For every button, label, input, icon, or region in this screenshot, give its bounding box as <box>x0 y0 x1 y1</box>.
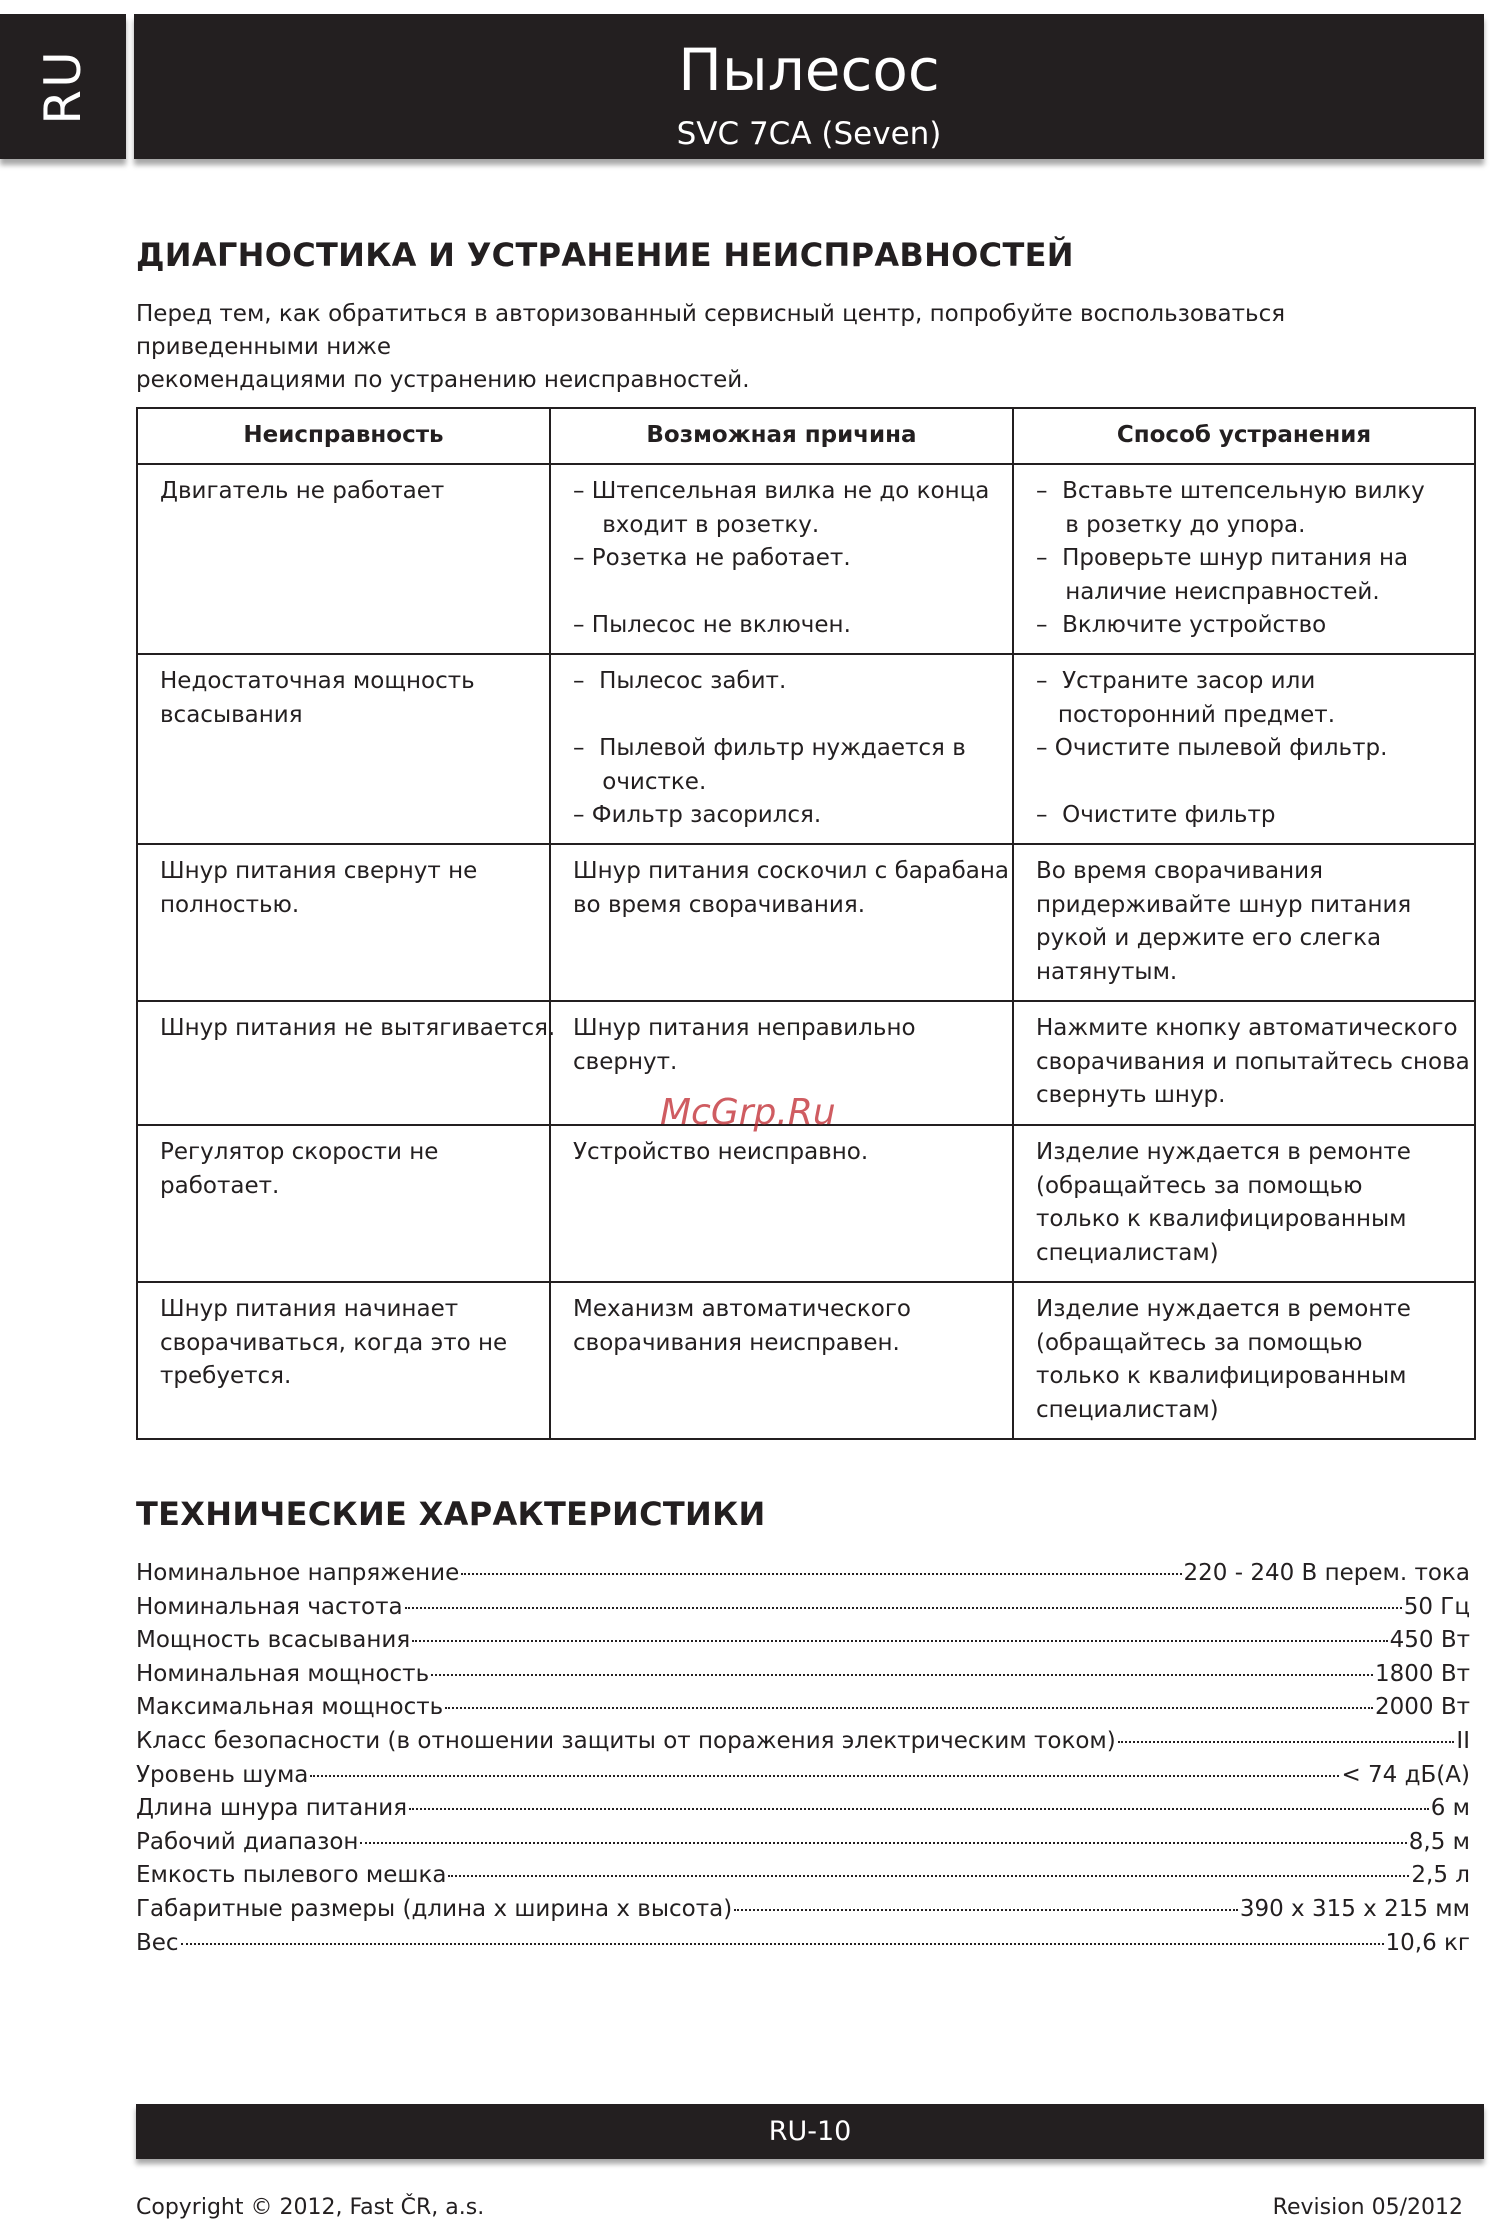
spec-label: Рабочий диапазон <box>136 1828 359 1855</box>
cause-line: – Пылесос не включен. <box>573 612 851 638</box>
cause-line <box>573 699 998 733</box>
cause-line: Шнур питания соскочил с барабана <box>573 858 1009 884</box>
solution-line: – Проверьте шнур питания на <box>1036 545 1409 571</box>
dot-leader <box>360 1819 1406 1844</box>
revision: Revision 05/2012 <box>1272 2195 1463 2220</box>
cause-line: свернут. <box>573 1048 678 1075</box>
solution-line: натянутым. <box>1036 958 1178 985</box>
intro-line-2: рекомендациями по устранению неисправностей. <box>136 367 750 393</box>
spec-value: 390 x 315 x 215 мм <box>1239 1895 1470 1922</box>
solution-line: – Устраните засор или <box>1036 668 1316 694</box>
spec-row <box>136 1925 1470 1959</box>
solution-line: (обращайтесь за помощью <box>1036 1172 1363 1199</box>
intro-block <box>136 298 1472 397</box>
dot-leader <box>734 1886 1238 1911</box>
spec-value: 10,6 кг <box>1385 1929 1470 1956</box>
table-row <box>137 1282 1475 1439</box>
spec-label: Емкость пылевого мешка <box>136 1862 447 1889</box>
solution-line: – Очистите фильтр <box>1036 802 1276 828</box>
solution-line: Изделие нуждается в ремонте <box>1036 1296 1411 1322</box>
problem-line: Шнур питания начинает <box>160 1296 459 1322</box>
cause-line: – Пылесос забит. <box>573 668 787 694</box>
problem-line: всасывания <box>160 701 303 728</box>
copyright: Copyright © 2012, Fast ČR, a.s. <box>136 2195 485 2220</box>
problem-line: Шнур питания свернут не <box>160 858 478 884</box>
cell-cause <box>550 844 1013 1001</box>
dot-leader <box>409 1785 1429 1810</box>
spec-value: 2000 Вт <box>1374 1694 1470 1721</box>
column-header-solution: Способ устранения <box>1013 408 1475 464</box>
cell-cause <box>550 654 1013 844</box>
spec-label: Номинальное напряжение <box>136 1560 460 1586</box>
cell-solution <box>1013 1001 1475 1125</box>
solution-line: (обращайтесь за помощью <box>1036 1329 1363 1356</box>
specs-section <box>136 1495 1472 1533</box>
cause-line: Устройство неисправно. <box>573 1139 869 1165</box>
cause-line: – Штепсельная вилка не до конца <box>573 478 990 504</box>
cell-cause <box>550 1282 1013 1439</box>
spec-value: 50 Гц <box>1403 1593 1470 1620</box>
table-row <box>137 464 1475 654</box>
column-header-cause: Возможная причина <box>550 408 1013 464</box>
spec-value: < 74 дБ(А) <box>1341 1761 1470 1788</box>
spec-value: 8,5 м <box>1408 1828 1470 1855</box>
solution-line: – Очистите пылевой фильтр. <box>1036 735 1388 761</box>
spec-label: Максимальная мощность <box>136 1694 444 1721</box>
spec-label: Уровень шума <box>136 1761 309 1788</box>
table-row <box>137 654 1475 844</box>
cause-line <box>573 576 998 610</box>
language-label: RU <box>34 48 92 125</box>
problem-line: работает. <box>160 1172 280 1199</box>
solution-line: Во время сворачивания <box>1036 858 1323 884</box>
solution-line: специалистам) <box>1036 1396 1219 1423</box>
dot-leader <box>405 1584 1402 1609</box>
dot-leader <box>412 1617 1387 1642</box>
spec-label: Класс безопасности (в отношении защиты от поражения электрическим током) <box>136 1727 1116 1754</box>
solution-line: в розетку до упора. <box>1036 511 1306 538</box>
cell-solution <box>1013 654 1475 844</box>
watermark: McGrp.Ru <box>660 1092 836 1133</box>
solution-line: Нажмите кнопку автоматического <box>1036 1015 1458 1041</box>
cell-solution <box>1013 1125 1475 1282</box>
problem-line: полностью. <box>160 891 300 918</box>
dot-leader <box>181 1920 1384 1945</box>
page-title: Пылесос <box>678 36 940 104</box>
cause-line: – Фильтр засорился. <box>573 802 822 828</box>
solution-line: только к квалифицированным <box>1036 1206 1407 1232</box>
cell-problem <box>137 1282 550 1439</box>
intro-line-1: Перед тем, как обратиться в авторизованный сервисный центр, попробуйте воспользоваться приведенными ниже <box>136 301 1286 360</box>
solution-line: Изделие нуждается в ремонте <box>1036 1139 1411 1165</box>
cell-problem <box>137 844 550 1001</box>
header-bar <box>134 14 1484 159</box>
problem-line: Шнур питания не вытягивается. <box>160 1015 556 1041</box>
cell-problem <box>137 654 550 844</box>
dot-leader <box>431 1651 1373 1676</box>
troubleshooting-table <box>136 407 1476 1440</box>
problem-line: требуется. <box>160 1363 292 1389</box>
cause-line: Шнур питания неправильно <box>573 1015 916 1041</box>
dot-leader <box>310 1752 1339 1777</box>
cause-line: Механизм автоматического <box>573 1296 911 1322</box>
solution-line: сворачивания и попытайтесь снова <box>1036 1048 1470 1075</box>
cell-problem <box>137 1001 556 1125</box>
model-subtitle: SVC 7CA (Seven) <box>676 116 942 152</box>
solution-line: наличие неисправностей. <box>1036 578 1380 605</box>
dot-leader <box>461 1550 1181 1575</box>
problem-line: Регулятор скорости не <box>160 1139 439 1165</box>
spec-value: 6 м <box>1430 1795 1470 1822</box>
spec-label: Длина шнура питания <box>136 1795 408 1822</box>
table-header-row <box>137 408 1475 464</box>
dot-leader <box>448 1852 1409 1877</box>
solution-line: рукой и держите его слегка <box>1036 925 1382 951</box>
spec-value: 450 Вт <box>1389 1627 1470 1654</box>
troubleshooting-heading: ДИАГНОСТИКА И УСТРАНЕНИЕ НЕИСПРАВНОСТЕЙ <box>136 236 1074 274</box>
problem-line: сворачиваться, когда это не <box>160 1329 508 1356</box>
language-tab <box>0 14 126 159</box>
cell-cause <box>550 1125 1013 1282</box>
troubleshooting-section <box>136 236 1472 274</box>
cell-solution <box>1013 1282 1475 1439</box>
cause-line: во время сворачивания. <box>573 891 866 918</box>
table-row <box>137 1125 1475 1282</box>
cell-cause <box>550 464 1013 654</box>
cause-line: – Пылевой фильтр нуждается в <box>573 735 966 761</box>
dot-leader <box>1118 1718 1455 1743</box>
problem-line: Недостаточная мощность <box>160 668 475 694</box>
solution-line: – Включите устройство <box>1036 612 1327 638</box>
spec-value: 1800 Вт <box>1374 1660 1470 1687</box>
cell-solution <box>1013 844 1475 1001</box>
cell-solution <box>1013 464 1475 654</box>
cause-line: очистке. <box>573 768 707 795</box>
page-number: RU-10 <box>768 2116 852 2147</box>
cell-problem <box>137 464 550 654</box>
spec-label: Номинальная частота <box>136 1593 403 1620</box>
solution-line: – Вставьте штепсельную вилку <box>1036 478 1425 504</box>
solution-line: только к квалифицированным <box>1036 1363 1407 1389</box>
solution-line: посторонний предмет. <box>1036 701 1336 728</box>
cause-line: – Розетка не работает. <box>573 545 851 571</box>
spec-label: Габаритные размеры (длина x ширина x высота) <box>136 1895 733 1922</box>
cause-line: сворачивания неисправен. <box>573 1329 900 1356</box>
solution-line: свернуть шнур. <box>1036 1082 1226 1108</box>
spec-value: II <box>1456 1727 1470 1754</box>
solution-line: специалистам) <box>1036 1239 1219 1266</box>
specs-heading: ТЕХНИЧЕСКИЕ ХАРАКТЕРИСТИКИ <box>136 1495 766 1533</box>
spec-label: Номинальная мощность <box>136 1660 430 1687</box>
cause-line: входит в розетку. <box>573 511 820 538</box>
cell-problem <box>137 1125 550 1282</box>
table-row <box>137 844 1475 1001</box>
problem-line: Двигатель не работает <box>160 478 445 504</box>
spec-label: Вес <box>136 1929 179 1956</box>
spec-value: 220 - 240 В перем. тока <box>1183 1560 1470 1586</box>
specs-list <box>136 1555 1470 1958</box>
solution-line <box>1036 766 1460 800</box>
spec-value: 2,5 л <box>1411 1862 1470 1889</box>
spec-label: Мощность всасывания <box>136 1627 411 1654</box>
footer-bar <box>136 2104 1484 2159</box>
dot-leader <box>445 1684 1373 1709</box>
solution-line: придерживайте шнур питания <box>1036 891 1412 918</box>
column-header-problem: Неисправность <box>137 408 550 464</box>
